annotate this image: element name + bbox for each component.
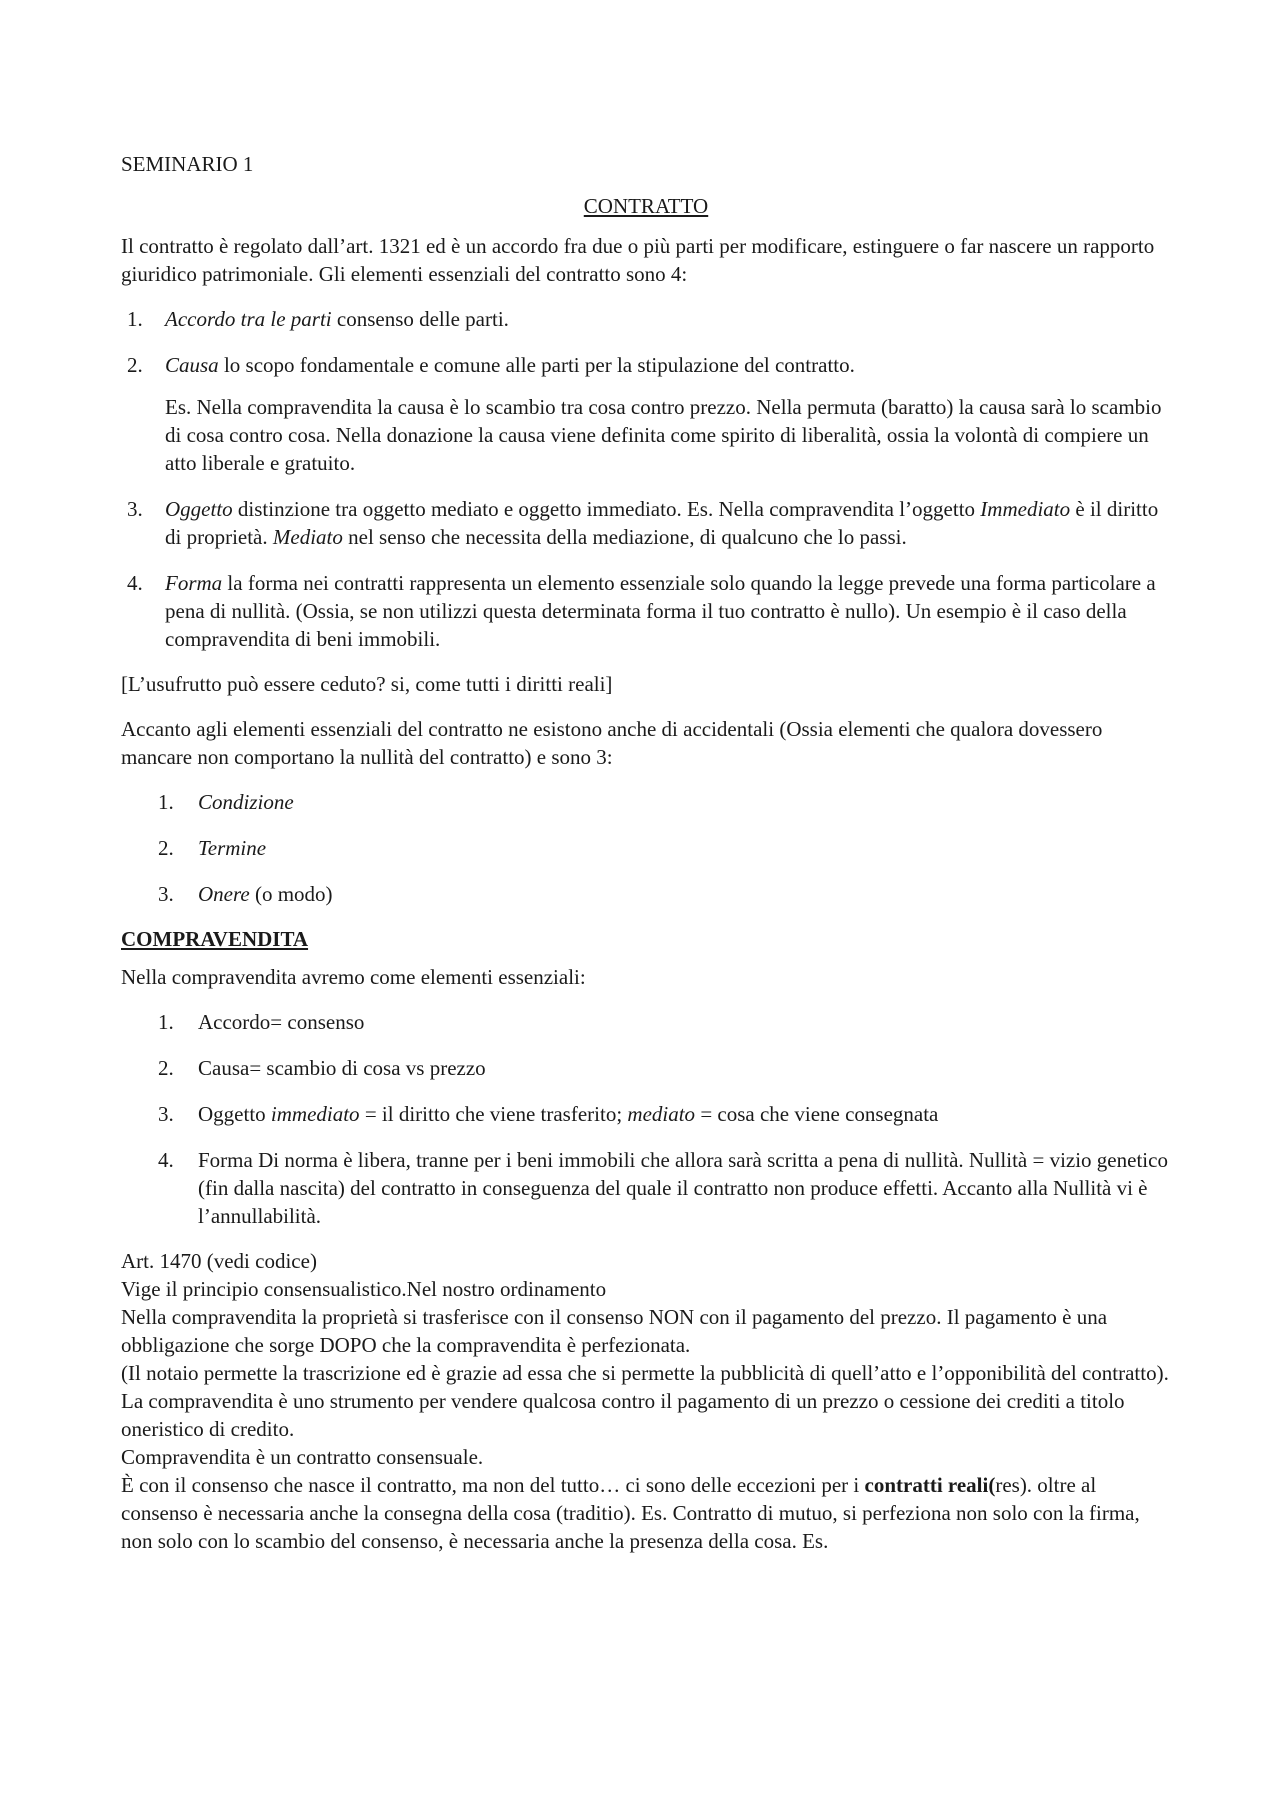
list-number: 4.: [127, 571, 143, 595]
sale-intro: Nella compravendita avremo come elementi essenziali:: [121, 965, 586, 989]
element-text: consenso delle parti.: [331, 307, 509, 331]
document-page: [121, 150, 1171, 1555]
element-term: Forma: [165, 571, 223, 595]
element-text: lo scopo fondamentale e comune alle parti per la stipulazione del contratto.: [218, 353, 855, 377]
element-text: nel senso che necessita della mediazione, di qualcuno che lo passi.: [342, 525, 907, 549]
cause-example: Es. Nella compravendita la causa è lo scambio tra cosa contro prezzo. Nella permuta (baratto) la causa sarà lo scambio di cosa contro cosa. Nella donazione la causa viene definita come spirito di liberalità, ossia la volontà di compiere un atto liberale e gratuito.: [165, 395, 1162, 475]
list-number: 3.: [158, 1102, 174, 1126]
accidental-elements-list: [121, 788, 1171, 908]
element-term: Accordo tra le parti: [165, 307, 332, 331]
list-item: [121, 880, 1171, 908]
element-term: Mediato: [272, 525, 343, 549]
list-item: [121, 305, 1171, 333]
body-line: Art. 1470 (vedi codice): [121, 1249, 317, 1273]
list-number: 1.: [158, 790, 174, 814]
seminar-label: SEMINARIO 1: [121, 152, 254, 176]
list-number: 3.: [158, 882, 174, 906]
list-item: [121, 788, 1171, 816]
body-line: Compravendita è un contratto consensuale.: [121, 1445, 484, 1469]
element-text: Forma Di norma è libera, tranne per i beni immobili che allora sarà scritta a pena di nullità. Nullità = vizio genetico (fin dalla nascita) del contratto in conseguenza del quale il contratto non produce effetti. Accanto alla Nullità vi è l’annullabilità.: [198, 1148, 1168, 1228]
element-term: immediato: [270, 1102, 360, 1126]
bold-term: contratti reali(: [864, 1473, 996, 1497]
final-paragraph: [121, 1471, 1171, 1555]
contract-title: CONTRATTO: [583, 194, 709, 218]
list-item: [121, 569, 1171, 653]
element-text: = il diritto che viene trasferito;: [359, 1102, 628, 1126]
body-line: Nella compravendita la proprietà si trasferisce con il consenso NON con il pagamento del prezzo. Il pagamento è una obbligazione che sorge DOPO che la compravendita è perfezionata.: [121, 1305, 1108, 1357]
element-text: è il diritto di proprietà.: [165, 497, 1159, 549]
list-number: 1.: [127, 307, 143, 331]
element-term: Causa: [165, 353, 219, 377]
essential-elements-list: [121, 305, 1171, 653]
element-text: distinzione tra oggetto mediato e oggetto immediato. Es. Nella compravendita l’oggetto: [232, 497, 981, 521]
body-text: È con il consenso che nasce il contratto, ma non del tutto… ci sono delle eccezioni per i: [121, 1473, 865, 1497]
list-item: [121, 351, 1171, 477]
list-item: [121, 1146, 1171, 1230]
element-text: la forma nei contratti rappresenta un elemento essenziale solo quando la legge prevede una forma particolare a pena di nullità. (Ossia, se non utilizzi questa determinata forma il tuo contratto è nullo). Un esempio è il caso della compravendita di beni immobili.: [165, 571, 1156, 651]
element-text: Accordo= consenso: [198, 1010, 365, 1034]
contract-intro: Il contratto è regolato dall’art. 1321 ed è un accordo fra due o più parti per modificare, estinguere o far nascere un rapporto giuridico patrimoniale. Gli elementi essenziali del contratto sono 4:: [121, 234, 1155, 286]
list-item: [121, 1008, 1171, 1036]
element-text: Causa= scambio di cosa vs prezzo: [198, 1056, 486, 1080]
usufruct-note: [L’usufrutto può essere ceduto? si, come tutti i diritti reali]: [121, 672, 613, 696]
element-term: Immediato: [980, 497, 1071, 521]
element-text: = cosa che viene consegnata: [695, 1102, 939, 1126]
sale-title: COMPRAVENDITA: [121, 927, 309, 951]
list-item: [121, 1100, 1171, 1128]
list-number: 2.: [158, 1056, 174, 1080]
list-item: [121, 834, 1171, 862]
element-text: (o modo): [249, 882, 333, 906]
element-term: Oggetto: [165, 497, 233, 521]
list-number: 1.: [158, 1010, 174, 1034]
body-line: La compravendita è uno strumento per vendere qualcosa contro il pagamento di un prezzo o cessione dei crediti a titolo oneristico di credito.: [121, 1389, 1125, 1441]
list-item: [121, 1054, 1171, 1082]
body-line: Vige il principio consensualistico.Nel nostro ordinamento: [121, 1277, 607, 1301]
list-number: 2.: [158, 836, 174, 860]
list-number: 2.: [127, 353, 143, 377]
sale-elements-list: [121, 1008, 1171, 1230]
accidental-intro: Accanto agli elementi essenziali del contratto ne esistono anche di accidentali (Ossia elementi che qualora dovessero mancare non comportano la nullità del contratto) e sono 3:: [121, 717, 1103, 769]
element-term: Onere: [198, 882, 250, 906]
element-text: Oggetto: [198, 1102, 271, 1126]
list-item: [121, 495, 1171, 551]
element-term: Condizione: [198, 790, 294, 814]
list-number: 4.: [158, 1148, 174, 1172]
element-term: mediato: [627, 1102, 696, 1126]
body-line: (Il notaio permette la trascrizione ed è grazie ad essa che si permette la pubblicità di quell’atto e l’opponibilità del contratto).: [121, 1361, 1169, 1385]
body-text: res). oltre al consenso è necessaria anche la consegna della cosa (traditio). Es. Contratto di mutuo, si perfeziona non solo con la firma, non solo con lo scambio del consenso, è necessaria anche la presenza della cosa. Es.: [121, 1473, 1140, 1553]
list-number: 3.: [127, 497, 143, 521]
element-term: Termine: [198, 836, 267, 860]
